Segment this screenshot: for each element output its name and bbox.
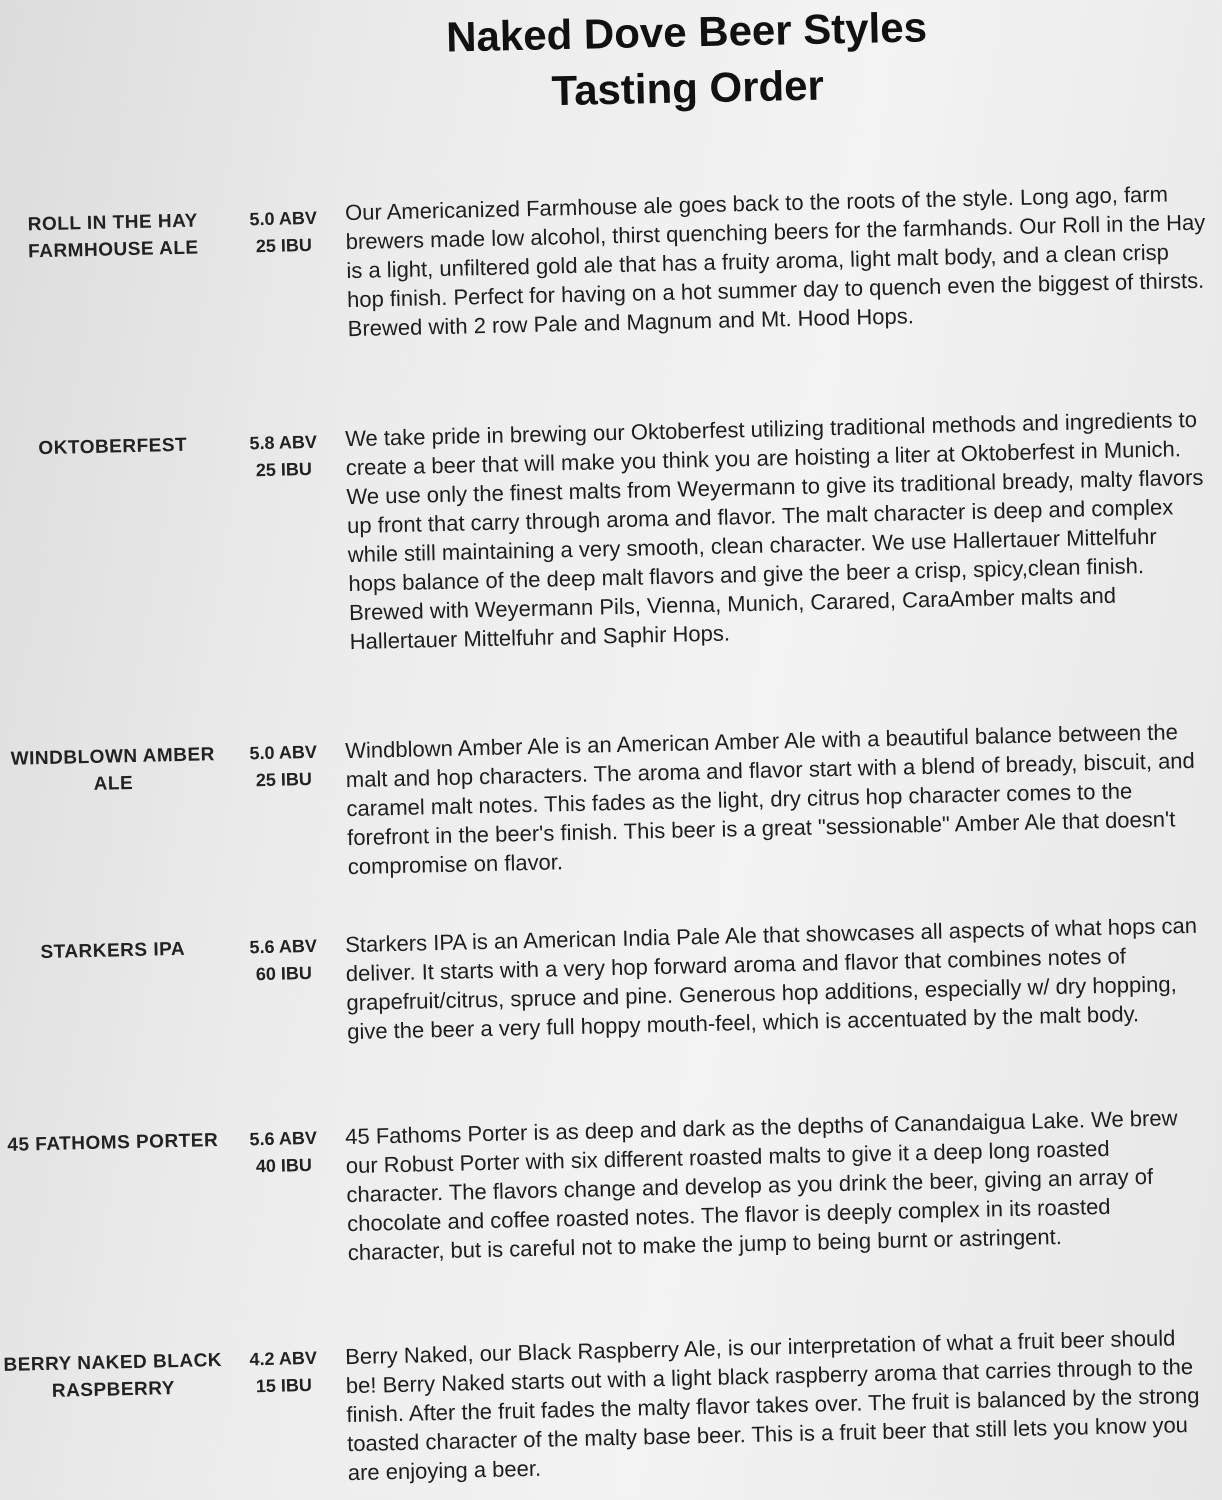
- beer-stats: [228, 204, 339, 260]
- page-subtitle: Tasting Order: [551, 61, 825, 115]
- beer-ibu: 60 IBU: [255, 962, 313, 985]
- beer-name: ROLL IN THE HAY FARMHOUSE ALE: [27, 210, 199, 263]
- beer-entry: [0, 912, 1222, 1045]
- page-title: Naked Dove Beer Styles: [445, 3, 928, 61]
- beer-name: 45 FATHOMS PORTER: [7, 1130, 219, 1156]
- beer-description: 45 Fathoms Porter is as deep and dark as the depths of Canandaigua Lake. We brew our Robust Porter with six different roasted malts to give it a deep long roasted character. The flavors change and develop as you drink the beer, giving an array of chocolate and coffee roasted notes. The flavor is deeply complex in its roasted character, but is careful not to make the jump to being burnt or astringent.: [344, 1105, 1178, 1266]
- beer-stats: [228, 1344, 339, 1400]
- beer-ibu: 25 IBU: [255, 234, 313, 257]
- beer-entry: [0, 718, 1222, 880]
- beer-entry: [0, 181, 1222, 342]
- beer-stats: [228, 428, 339, 484]
- beer-abv: 5.8 ABV: [249, 431, 318, 454]
- beer-name: WINDBLOWN AMBER ALE: [10, 744, 216, 795]
- beer-ibu: 25 IBU: [255, 458, 313, 481]
- beer-description: Windblown Amber Ale is an American Amber Ale with a beautiful balance between the malt and hop characters. The aroma and flavor start with a blend of bready, biscuit, and caramel malt notes. This fades as the light, dry citrus hop character comes to the forefront in the beer's finish. This beer is a great "sessionable" Amber Ale that doesn't compromise on flavor.: [344, 719, 1196, 880]
- beer-abv: 5.6 ABV: [249, 935, 318, 958]
- beer-stats: [228, 738, 339, 794]
- title-block: [0, 0, 1222, 131]
- beer-description: Berry Naked, our Black Raspberry Ale, is our interpretation of what a fruit beer should be! Berry Naked starts out with a light black raspberry aroma that carries through to the finish. After the fruit fades the malty flavor takes over. The fruit is balanced by the strong toasted character of the malty base beer. This is a fruit beer that still lets you know you are enjoying a beer.: [344, 1325, 1200, 1486]
- beer-description: Our Americanized Farmhouse ale goes back to the roots of the style. Long ago, farm brewers made low alcohol, thirst quenching beers for the farmhands. Our Roll in the Hay is a light, unfiltered gold ale that has a fruity aroma, light malt body, and a clean crisp hop finish. Perfect for having on a hot summer day to quench even the biggest of thirsts. Brewed with 2 row Pale and Magnum and Mt. Hood Hops.: [344, 181, 1206, 342]
- beer-name: OKTOBERFEST: [38, 434, 188, 460]
- beer-abv: 5.0 ABV: [249, 741, 318, 764]
- beer-description: We take pride in brewing our Oktoberfest utilizing traditional methods and ingredients to create a beer that will make you think you are hoisting a liter at Oktoberfest in Munich. We use only the finest malts from Weyermann to give its traditional bready, malty flavors up front that carry through aroma and flavor. The malt character is deep and complex while still maintaining a very smooth, clean character. We use Hallertauer Mittelfuhr hops balance of the deep malt flavors and give the beer a crisp, spicy,clean finish. Brewed with Weyermann Pils, Vienna, Munich, Carared, CaraAmber malts and Hallertauer Mittelfuhr and Saphir Hops.: [344, 406, 1204, 655]
- beer-entry: [0, 1104, 1222, 1266]
- beer-ibu: 15 IBU: [255, 1374, 313, 1397]
- beer-abv: 5.0 ABV: [249, 207, 318, 230]
- beer-stats: [228, 1124, 339, 1180]
- beer-abv: 5.6 ABV: [249, 1127, 318, 1150]
- beer-ibu: 25 IBU: [255, 768, 313, 791]
- beer-abv: 4.2 ABV: [249, 1347, 318, 1370]
- beer-entry: [0, 406, 1222, 655]
- beer-stats: [228, 932, 339, 988]
- beer-name: STARKERS IPA: [40, 938, 186, 964]
- beer-name: BERRY NAKED BLACK RASPBERRY: [3, 1349, 223, 1402]
- beer-ibu: 40 IBU: [255, 1154, 313, 1177]
- beer-description: Starkers IPA is an American India Pale Ale that showcases all aspects of what hops can deliver. It starts with a very hop forward aroma and flavor that combines notes of grapefruit/citrus, spruce and pine. Generous hop additions, especially w/ dry hopping, give the beer a very full hoppy mouth-feel, which is accentuated by the malt body.: [344, 912, 1198, 1045]
- beer-entry: [0, 1324, 1222, 1486]
